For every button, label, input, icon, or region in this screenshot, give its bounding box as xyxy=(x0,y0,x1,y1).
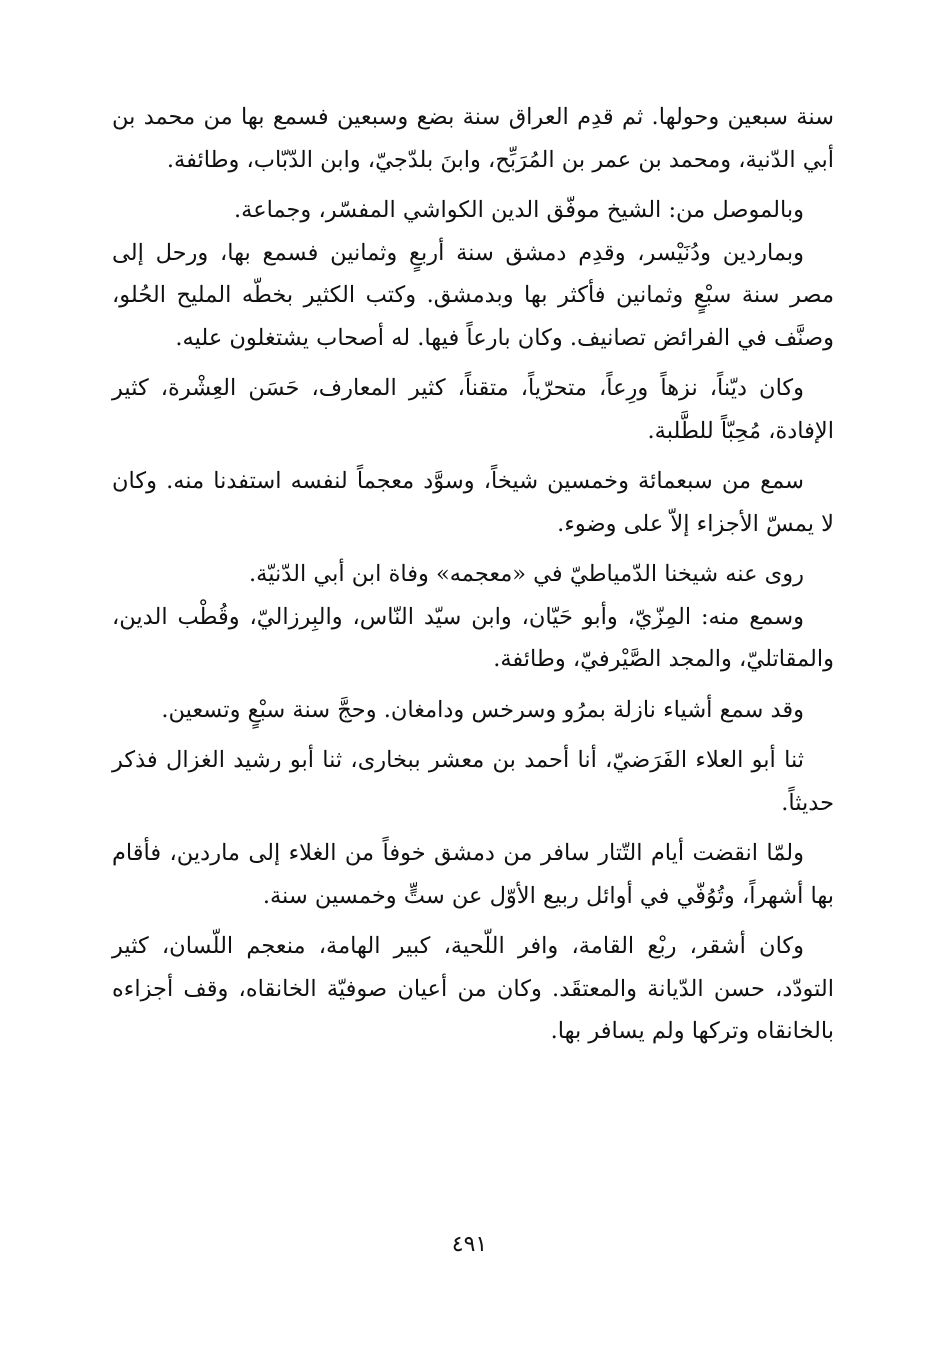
paragraph-3: وبماردين ودُنَيْسر، وقدِم دمشق سنة أربعٍ وثمانين فسمع بها، ورحل إلى مصر سنة سبْعٍ وثمانين فأكثر بها وبدمشق. وكتب الكثير بخطّه المليح الحُلو، وصنَّف في الفرائض تصانيف. وكان بارعاً فيها. له أصحاب يشتغلون عليه. xyxy=(112,239,834,351)
paragraph-1: سنة سبعين وحولها. ثم قدِم العراق سنة بضع وسبعين فسمع بها من محمد بن أبي الدّنية، ومحمد بن عمر بن المُرَبِّح، وابنَ بلدّجيّ، وابن الدّبّاب، وطائفة. xyxy=(112,104,834,173)
paragraph-2: وبالموصل من: الشيخ موفّق الدين الكواشي المفسّر، وجماعة. xyxy=(234,197,804,223)
paragraph-6: روى عنه شيخنا الدّمياطيّ في «معجمه» وفاة ابن أبي الدّنيّة. xyxy=(249,561,804,587)
paragraph-10: ولمّا انقضت أيام التّتار سافر من دمشق خوفاً من الغلاء إلى ماردين، فأقام بها أشهراً، وتُوُفّي في أوائل ربيع الأوّل عن ستٍّ وخمسين سنة. xyxy=(112,840,834,909)
paragraph-11: وكان أشقر، ربْع القامة، وافر اللّحية، كبير الهامة، منعجم اللّسان، كثير التودّد، حسن الدّيانة والمعتقَد. وكان من أعيان صوفيّة الخانقاه، وقف أجزاءه بالخانقاه وتركها ولم يسافر بها. xyxy=(112,933,834,1044)
paragraph-7: وسمع منه: المِزّيّ، وأبو حَيّان، وابن سيّد النّاس، والبِرزاليّ، وقُطْب الدين، والمقاتليّ، والمجد الصَّيْرفيّ، وطائفة. xyxy=(112,603,834,672)
page-number: ٤٩١ xyxy=(451,1232,488,1257)
page-body xyxy=(112,96,834,1061)
paragraph-8: وقد سمع أشياء نازلة بمرُو وسرخس ودامغان. وحجَّ سنة سبْعٍ وتسعين. xyxy=(161,696,804,723)
paragraph-5: سمع من سبعمائة وخمسين شيخاً، وسوَّد معجماً لنفسه استفدنا منه. وكان لا يمسّ الأجزاء إلاّ على وضوء. xyxy=(112,468,834,537)
paragraph-9: ثنا أبو العلاء الفَرَضيّ، أنا أحمد بن معشر ببخارى، ثنا أبو رشيد الغزال فذكر حديثاً. xyxy=(112,747,834,816)
paragraph-4: وكان ديّناً، نزهاً ورِعاً، متحرّياً، متقناً، كثير المعارف، حَسَن العِشْرة، كثير الإفادة، مُحِبّاً للطَّلبة. xyxy=(112,375,834,444)
